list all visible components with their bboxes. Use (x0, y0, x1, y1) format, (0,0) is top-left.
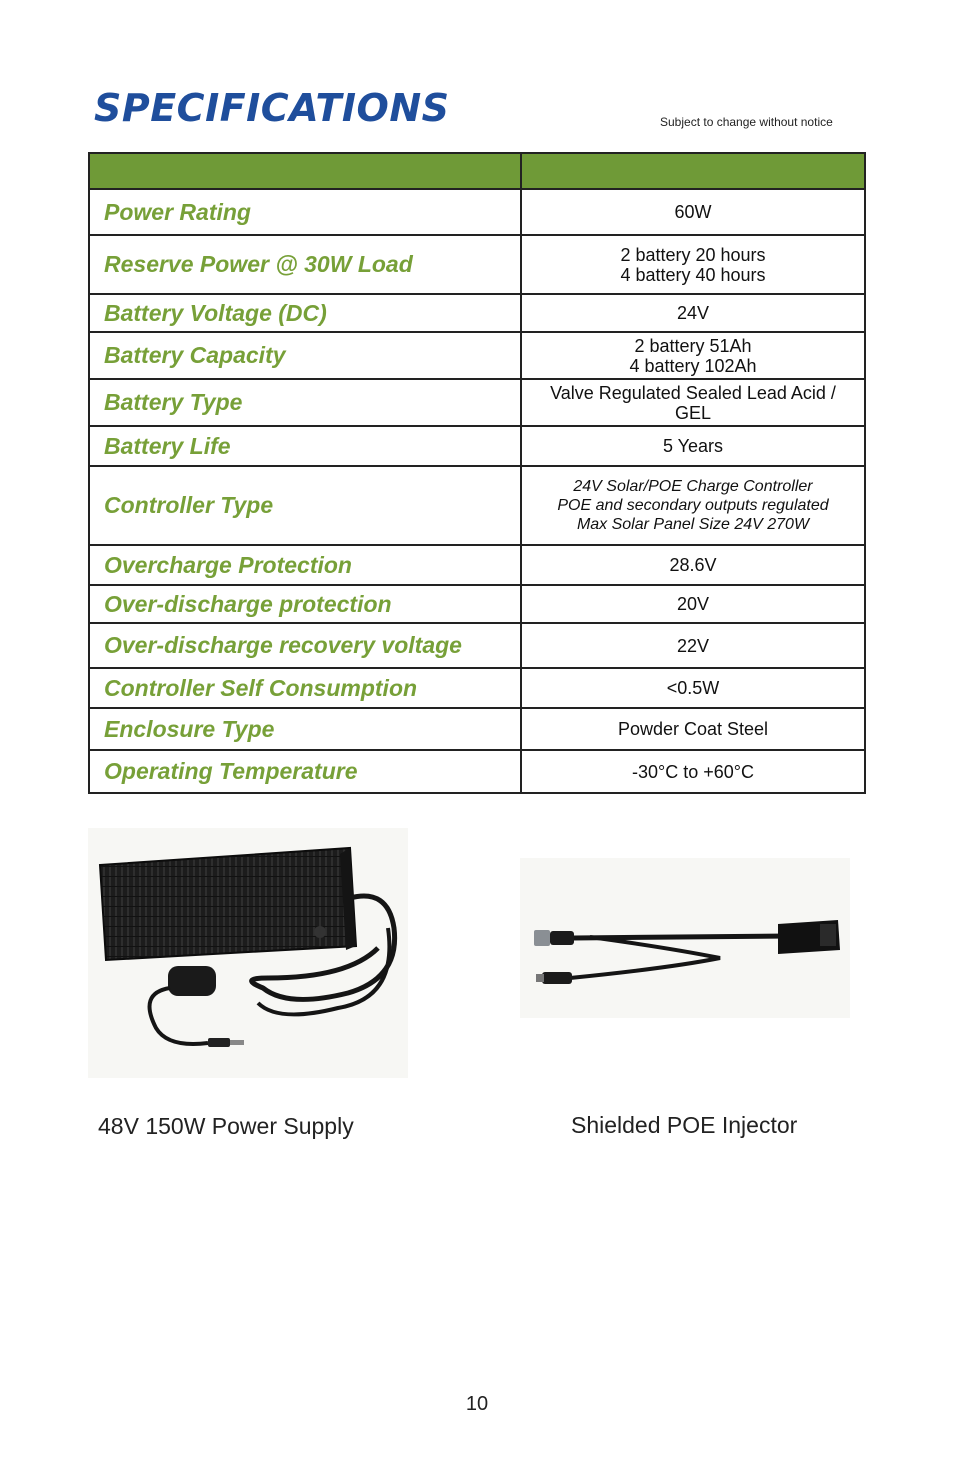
table-row (89, 189, 865, 235)
spec-label: Over-discharge protection (89, 585, 521, 623)
spec-value: <0.5W (521, 668, 865, 708)
table-row (89, 294, 865, 332)
spec-value: 24V Solar/POE Charge Controller POE and secondary outputs regulated Max Solar Panel Size 24V 270W (521, 466, 865, 545)
table-row (89, 708, 865, 750)
table-row (89, 426, 865, 466)
table-row (89, 466, 865, 545)
spec-value: 60W (521, 189, 865, 235)
table-row (89, 750, 865, 793)
spec-value: Valve Regulated Sealed Lead Acid / GEL (521, 379, 865, 426)
specifications-table (88, 152, 866, 794)
table-row (89, 545, 865, 585)
spec-value: Powder Coat Steel (521, 708, 865, 750)
spec-label: Controller Type (89, 466, 521, 545)
table-row (89, 585, 865, 623)
spec-label: Over-discharge recovery voltage (89, 623, 521, 668)
spec-value: 5 Years (521, 426, 865, 466)
page-number: 10 (465, 1393, 489, 1415)
table-row (89, 379, 865, 426)
poe-injector-image (520, 858, 850, 1018)
spec-label: Battery Life (89, 426, 521, 466)
table-row (89, 235, 865, 294)
poe-injector-caption: Shielded POE Injector (571, 1112, 798, 1138)
poe-injector-photo (520, 858, 850, 1018)
page-title: SPECIFICATIONS (94, 86, 450, 130)
table-header-row (89, 153, 865, 189)
spec-label: Operating Temperature (89, 750, 521, 793)
table-header-cell (89, 153, 521, 189)
spec-value: 28.6V (521, 545, 865, 585)
spec-label: Battery Voltage (DC) (89, 294, 521, 332)
spec-value: 22V (521, 623, 865, 668)
spec-value: -30°C to +60°C (521, 750, 865, 793)
spec-label: Battery Capacity (89, 332, 521, 379)
power-supply-photo (88, 828, 408, 1078)
spec-value: 2 battery 20 hours 4 battery 40 hours (521, 235, 865, 294)
spec-value: 24V (521, 294, 865, 332)
table-row (89, 623, 865, 668)
spec-label: Enclosure Type (89, 708, 521, 750)
spec-label: Controller Self Consumption (89, 668, 521, 708)
spec-value: 2 battery 51Ah 4 battery 102Ah (521, 332, 865, 379)
spec-label: Power Rating (89, 189, 521, 235)
spec-label: Overcharge Protection (89, 545, 521, 585)
table-row (89, 668, 865, 708)
table-header-cell (521, 153, 865, 189)
spec-label: Reserve Power @ 30W Load (89, 235, 521, 294)
spec-value: 20V (521, 585, 865, 623)
power-supply-image (88, 828, 408, 1078)
change-notice: Subject to change without notice (660, 115, 833, 129)
table-row (89, 332, 865, 379)
power-supply-caption: 48V 150W Power Supply (98, 1113, 354, 1139)
spec-label: Battery Type (89, 379, 521, 426)
